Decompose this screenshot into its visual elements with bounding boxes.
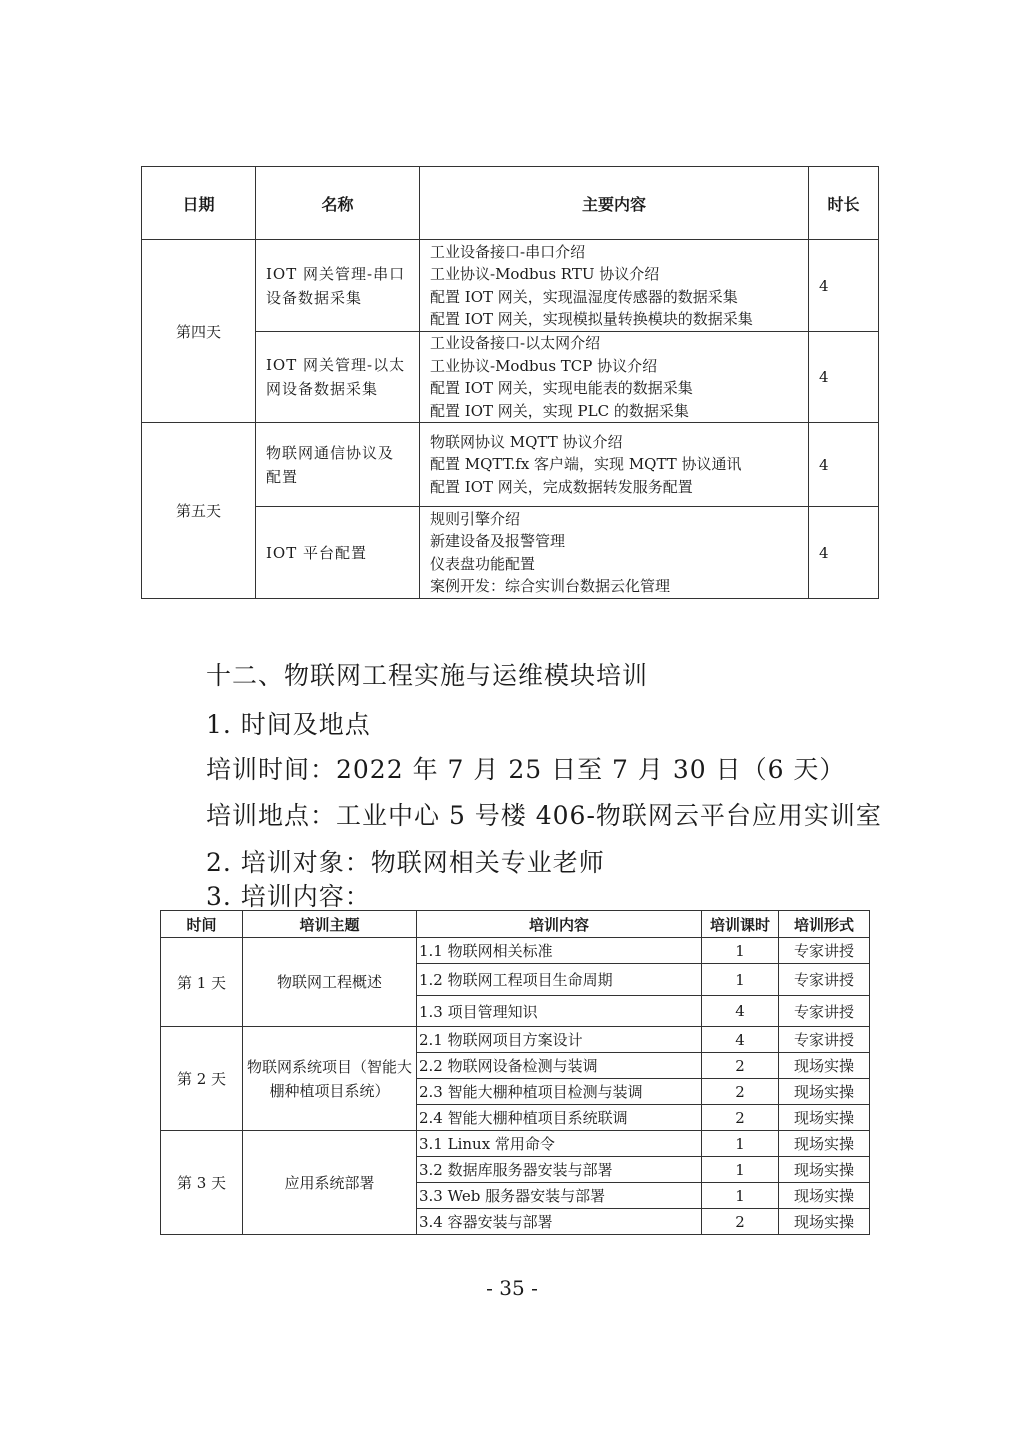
table-header-row bbox=[142, 167, 879, 240]
form-cell: 现场实操 bbox=[779, 1183, 870, 1209]
content-line: 工业设备接口-以太网介绍 bbox=[430, 334, 601, 352]
table-row bbox=[142, 423, 879, 507]
day-cell: 第四天 bbox=[142, 240, 256, 423]
content-line: 新建设备及报警管理 bbox=[430, 532, 566, 550]
content-cell: 1.2 物联网工程项目生命周期 bbox=[417, 964, 702, 996]
content-cell bbox=[420, 507, 809, 599]
training-audience: 2. 培训对象：物联网相关专业老师 bbox=[206, 848, 605, 877]
content-line: 配置 MQTT.fx 客户端，实现 MQTT 协议通讯 bbox=[430, 455, 742, 474]
form-cell: 现场实操 bbox=[779, 1053, 870, 1079]
table-row bbox=[161, 1131, 870, 1157]
form-cell: 现场实操 bbox=[779, 1157, 870, 1183]
hours-cell: 2 bbox=[702, 1105, 779, 1131]
hours-cell: 4 bbox=[702, 996, 779, 1027]
content-line: 配置 IOT 网关，实现 PLC 的数据采集 bbox=[430, 401, 689, 420]
day-cell: 第五天 bbox=[142, 423, 256, 599]
day-cell: 第 1 天 bbox=[161, 938, 243, 1027]
content-line: 配置 IOT 网关，完成数据转发服务配置 bbox=[430, 477, 693, 496]
subheading-content: 3. 培训内容： bbox=[206, 882, 371, 911]
content-cell: 2.2 物联网设备检测与装调 bbox=[417, 1053, 702, 1079]
content-cell bbox=[420, 240, 809, 332]
hours-cell: 1 bbox=[702, 1183, 779, 1209]
form-cell: 现场实操 bbox=[779, 1079, 870, 1105]
hours-cell: 1 bbox=[702, 938, 779, 964]
content-cell: 3.4 容器安装与部署 bbox=[417, 1209, 702, 1235]
table-row bbox=[161, 938, 870, 964]
form-cell: 专家讲授 bbox=[779, 1027, 870, 1053]
hours-cell: 4 bbox=[809, 423, 879, 507]
hours-cell: 1 bbox=[702, 964, 779, 996]
training-place: 培训地点：工业中心 5 号楼 406-物联网云平台应用实训室 bbox=[206, 801, 882, 830]
form-cell: 现场实操 bbox=[779, 1105, 870, 1131]
subheading-time-place: 1. 时间及地点 bbox=[206, 710, 371, 739]
header-name: 名称 bbox=[256, 167, 420, 240]
day-cell: 第 2 天 bbox=[161, 1027, 243, 1131]
day-cell: 第 3 天 bbox=[161, 1131, 243, 1235]
table-header-row bbox=[161, 911, 870, 938]
form-cell: 专家讲授 bbox=[779, 964, 870, 996]
section-title: 十二、物联网工程实施与运维模块培训 bbox=[206, 661, 649, 690]
hours-cell: 1 bbox=[702, 1131, 779, 1157]
hours-cell: 2 bbox=[702, 1053, 779, 1079]
content-line: 仪表盘功能配置 bbox=[430, 554, 536, 573]
header-content: 培训内容 bbox=[417, 911, 702, 938]
hours-cell: 2 bbox=[702, 1079, 779, 1105]
theme-cell: 物联网系统项目（智能大棚种植项目系统） bbox=[243, 1027, 417, 1131]
content-line: 配置 IOT 网关，实现温湿度传感器的数据采集 bbox=[430, 287, 738, 306]
form-cell: 专家讲授 bbox=[779, 938, 870, 964]
header-hours: 时长 bbox=[809, 167, 879, 240]
form-cell: 专家讲授 bbox=[779, 996, 870, 1027]
content-line: 工业设备接口-串口介绍 bbox=[430, 242, 586, 261]
header-theme: 培训主题 bbox=[243, 911, 417, 938]
content-line: 配置 IOT 网关，实现电能表的数据采集 bbox=[430, 379, 693, 397]
content-cell: 2.4 智能大棚种植项目系统联调 bbox=[417, 1105, 702, 1131]
topic-cell: IOT 网关管理-串口设备数据采集 bbox=[256, 240, 420, 332]
content-line: 规则引擎介绍 bbox=[430, 509, 521, 528]
content-cell: 2.3 智能大棚种植项目检测与装调 bbox=[417, 1079, 702, 1105]
content-cell: 3.1 Linux 常用命令 bbox=[417, 1131, 702, 1157]
content-line: 案例开发：综合实训台数据云化管理 bbox=[430, 577, 671, 595]
content-cell: 3.2 数据库服务器安装与部署 bbox=[417, 1157, 702, 1183]
hours-cell: 1 bbox=[702, 1157, 779, 1183]
hours-cell: 4 bbox=[809, 332, 879, 423]
topic-cell: IOT 网关管理-以太网设备数据采集 bbox=[256, 332, 420, 423]
content-cell: 1.3 项目管理知识 bbox=[417, 996, 702, 1027]
topic-cell: 物联网通信协议及配置 bbox=[256, 423, 420, 507]
hours-cell: 4 bbox=[809, 240, 879, 332]
training-time: 培训时间：2022 年 7 月 25 日至 7 月 30 日（6 天） bbox=[206, 755, 846, 784]
header-form: 培训形式 bbox=[779, 911, 870, 938]
header-date: 日期 bbox=[142, 167, 256, 240]
theme-cell: 应用系统部署 bbox=[243, 1131, 417, 1235]
header-hours: 培训课时 bbox=[702, 911, 779, 938]
form-cell: 现场实操 bbox=[779, 1209, 870, 1235]
content-line: 物联网协议 MQTT 协议介绍 bbox=[430, 432, 623, 451]
header-time: 时间 bbox=[161, 911, 243, 938]
content-cell: 2.1 物联网项目方案设计 bbox=[417, 1027, 702, 1053]
hours-cell: 4 bbox=[809, 507, 879, 599]
theme-cell: 物联网工程概述 bbox=[243, 938, 417, 1027]
header-content: 主要内容 bbox=[420, 167, 809, 240]
topic-cell: IOT 平台配置 bbox=[256, 507, 420, 599]
training-content-table bbox=[160, 910, 870, 1235]
page-number: - 35 - bbox=[486, 1276, 538, 1300]
table-row bbox=[161, 1027, 870, 1053]
content-line: 工业协议-Modbus RTU 协议介绍 bbox=[430, 265, 660, 283]
content-cell bbox=[420, 332, 809, 423]
content-cell bbox=[420, 423, 809, 507]
content-line: 配置 IOT 网关，实现模拟量转换模块的数据采集 bbox=[430, 310, 753, 328]
hours-cell: 2 bbox=[702, 1209, 779, 1235]
table-row bbox=[142, 240, 879, 332]
content-cell: 3.3 Web 服务器安装与部署 bbox=[417, 1183, 702, 1209]
content-cell: 1.1 物联网相关标准 bbox=[417, 938, 702, 964]
hours-cell: 4 bbox=[702, 1027, 779, 1053]
content-line: 工业协议-Modbus TCP 协议介绍 bbox=[430, 356, 658, 375]
form-cell: 现场实操 bbox=[779, 1131, 870, 1157]
schedule-table-continued bbox=[141, 166, 879, 599]
